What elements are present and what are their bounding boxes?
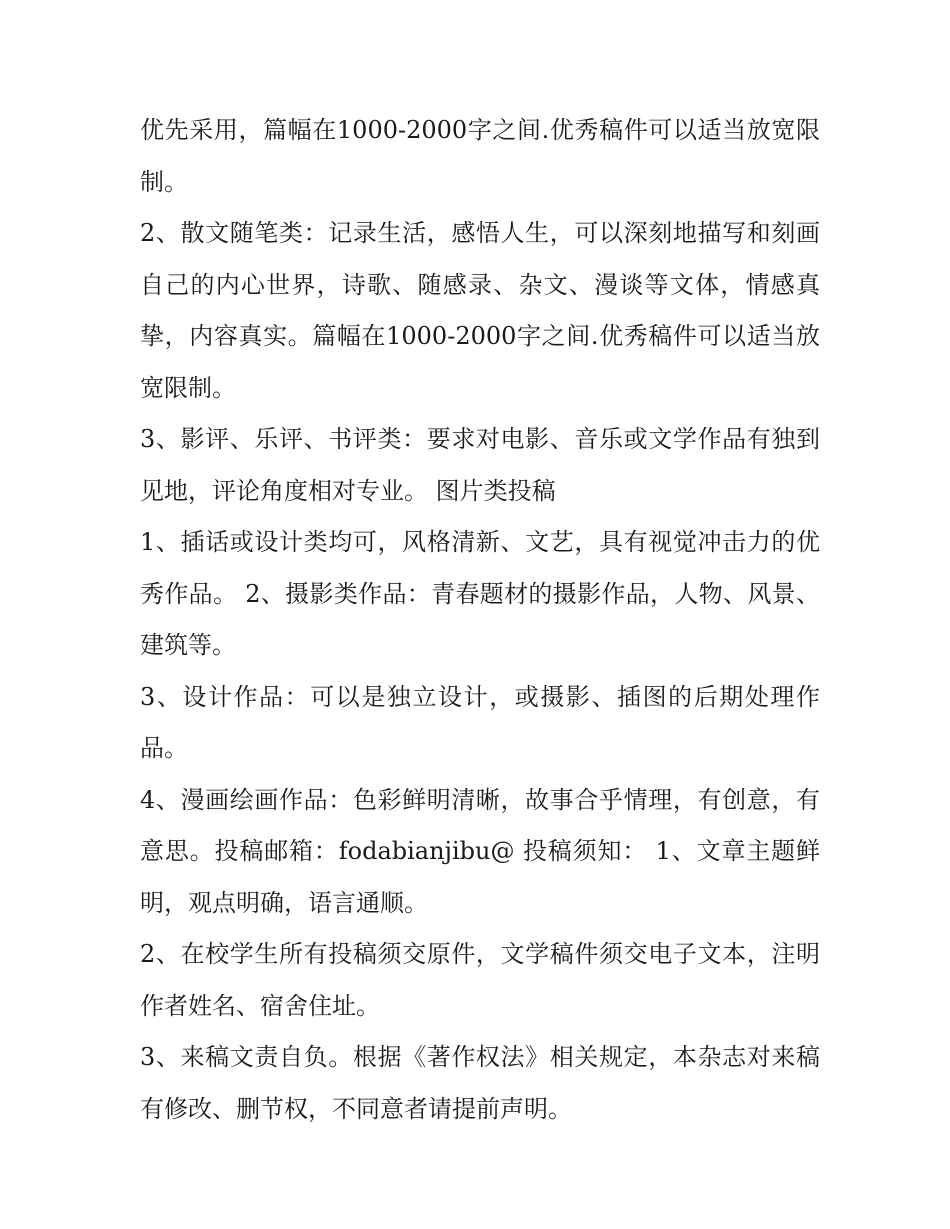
paragraph-student-originals: 2、在校学生所有投稿须交原件，文学稿件须交电子文本，注明作者姓名、宿舍住址。 bbox=[140, 940, 820, 1020]
document-body bbox=[140, 105, 820, 1135]
paragraph-illustration-photography: 1、插话或设计类均可，风格清新、文艺，具有视觉冲击力的优秀作品。 2、摄影类作品：青春题材的摄影作品，人物、风景、建筑等。 bbox=[140, 528, 820, 659]
paragraph-design-works: 3、设计作品：可以是独立设计，或摄影、插图的后期处理作品。 bbox=[140, 682, 820, 762]
paragraph-comic-and-email: 4、漫画绘画作品：色彩鲜明清晰，故事合乎情理，有创意，有意思。投稿邮箱：fodabianjibu@ 投稿须知： 1、文章主题鲜明，观点明确，语言通顺。 bbox=[140, 785, 820, 917]
paragraph-essay-category: 2、散文随笔类：记录生活，感悟人生，可以深刻地描写和刻画自己的内心世界，诗歌、随感录、杂文、漫谈等文体，情感真挚，内容真实。篇幅在1000-2000字之间.优秀稿件可以适当放宽限制。 bbox=[140, 219, 820, 402]
paragraph-copyright-notice: 3、来稿文责自负。根据《著作权法》相关规定，本杂志对来稿有修改、删节权，不同意者请提前声明。 bbox=[140, 1043, 820, 1123]
paragraph-review-category: 3、影评、乐评、书评类：要求对电影、音乐或文学作品有独到见地，评论角度相对专业。 图片类投稿 bbox=[140, 425, 820, 505]
paragraph-submission-length-note: 优先采用，篇幅在1000-2000字之间.优秀稿件可以适当放宽限制。 bbox=[140, 116, 820, 196]
